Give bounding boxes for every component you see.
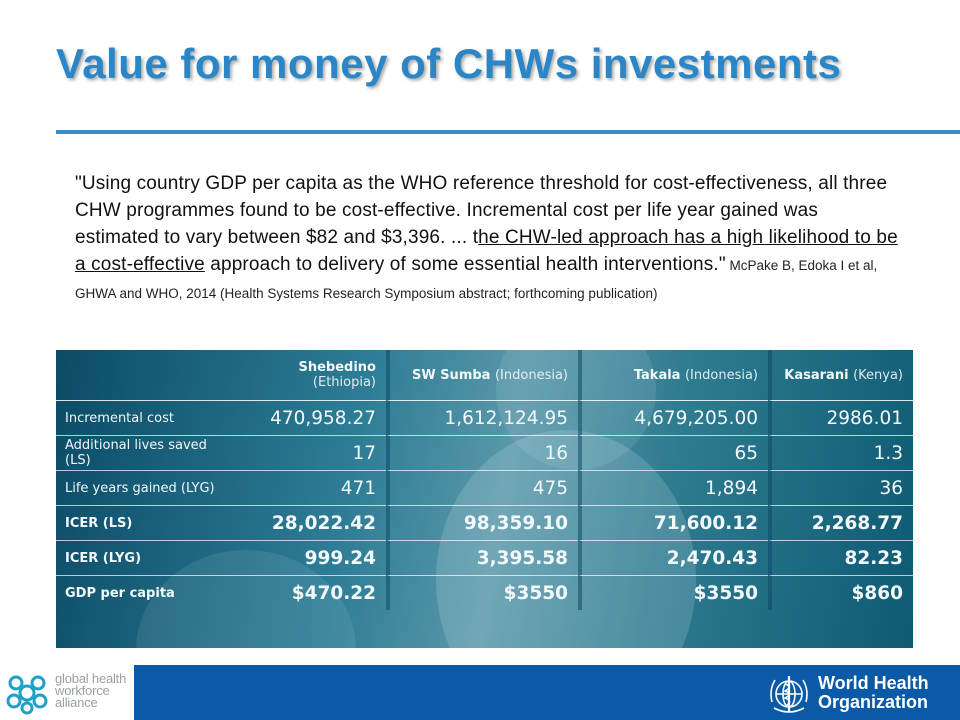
table-cell: 65 bbox=[578, 436, 768, 471]
column-header: Shebedino (Ethiopia) bbox=[236, 350, 386, 401]
table-row bbox=[56, 401, 913, 436]
row-label: Incremental cost bbox=[56, 401, 236, 436]
table-cell: 17 bbox=[236, 436, 386, 471]
table-row bbox=[56, 576, 913, 610]
quote-text bbox=[75, 170, 905, 307]
quote-citation: McPake B, Edoka I et al, GHWA and WHO, 2014 (Health Systems Research Symposium abstract; forthcoming publication) bbox=[75, 258, 878, 301]
column-header: SW Sumba (Indonesia) bbox=[386, 350, 578, 401]
table-row bbox=[56, 506, 913, 541]
column-header: Kasarani (Kenya) bbox=[768, 350, 913, 401]
footer-bar bbox=[0, 665, 960, 720]
who-logo-text: World Health Organization bbox=[818, 673, 929, 712]
table-cell: 1,894 bbox=[578, 471, 768, 506]
table-cell: 98,359.10 bbox=[386, 506, 578, 541]
table-cell: $3550 bbox=[386, 576, 578, 610]
table-row bbox=[56, 436, 913, 471]
table-cell: 4,679,205.00 bbox=[578, 401, 768, 436]
gwa-logo-icon bbox=[2, 671, 52, 715]
table-cell: $860 bbox=[768, 576, 913, 610]
table-cell: 28,022.42 bbox=[236, 506, 386, 541]
table-row bbox=[56, 471, 913, 506]
table-cell: 999.24 bbox=[236, 541, 386, 576]
row-label: Additional lives saved (LS) bbox=[56, 436, 236, 471]
slide-title: Value for money of CHWs investments bbox=[56, 40, 842, 87]
table-cell: 470,958.27 bbox=[236, 401, 386, 436]
row-label: ICER (LS) bbox=[56, 506, 236, 541]
table-cell: 2986.01 bbox=[768, 401, 913, 436]
table-cell: $3550 bbox=[578, 576, 768, 610]
cost-effectiveness-table bbox=[56, 350, 913, 610]
table-cell: 3,395.58 bbox=[386, 541, 578, 576]
table-cell: 1,612,124.95 bbox=[386, 401, 578, 436]
column-header: Takala (Indonesia) bbox=[578, 350, 768, 401]
table-cell: $470.22 bbox=[291, 582, 376, 604]
table-cell: 82.23 bbox=[768, 541, 913, 576]
gwa-logo-text: global health workforce alliance bbox=[55, 671, 127, 710]
gwa-logo-area bbox=[0, 665, 134, 720]
row-label: GDP per capita bbox=[65, 585, 175, 601]
row-label: ICER (LYG) bbox=[56, 541, 236, 576]
quote-part-1: "Using country GDP per capita as the WHO reference threshold for cost-effectiveness, all three CHW programmes found to be cost-effective. Incremental cost per life year gained was estimated to vary between $82 and $3,396. ... t bbox=[75, 173, 888, 248]
table-cell: 2,470.43 bbox=[578, 541, 768, 576]
row-label: Life years gained (LYG) bbox=[56, 471, 236, 506]
quote-part-2: approach to delivery of some essential health interventions." bbox=[204, 254, 726, 275]
table-cell: 36 bbox=[768, 471, 913, 506]
table-row bbox=[56, 541, 913, 576]
table-cell: 475 bbox=[386, 471, 578, 506]
who-emblem-icon bbox=[766, 672, 812, 716]
table-header-corner bbox=[56, 350, 236, 401]
table-cell: 71,600.12 bbox=[578, 506, 768, 541]
cost-effectiveness-table-panel bbox=[56, 350, 913, 648]
quote-underlined: he CHW-led approach has a high likelihood to be a cost-effective bbox=[75, 227, 898, 275]
table-cell: 16 bbox=[386, 436, 578, 471]
title-divider bbox=[56, 130, 960, 134]
table-cell: 1.3 bbox=[768, 436, 913, 471]
table-cell: 2,268.77 bbox=[768, 506, 913, 541]
table-header-row bbox=[56, 350, 913, 401]
table-cell: 471 bbox=[236, 471, 386, 506]
